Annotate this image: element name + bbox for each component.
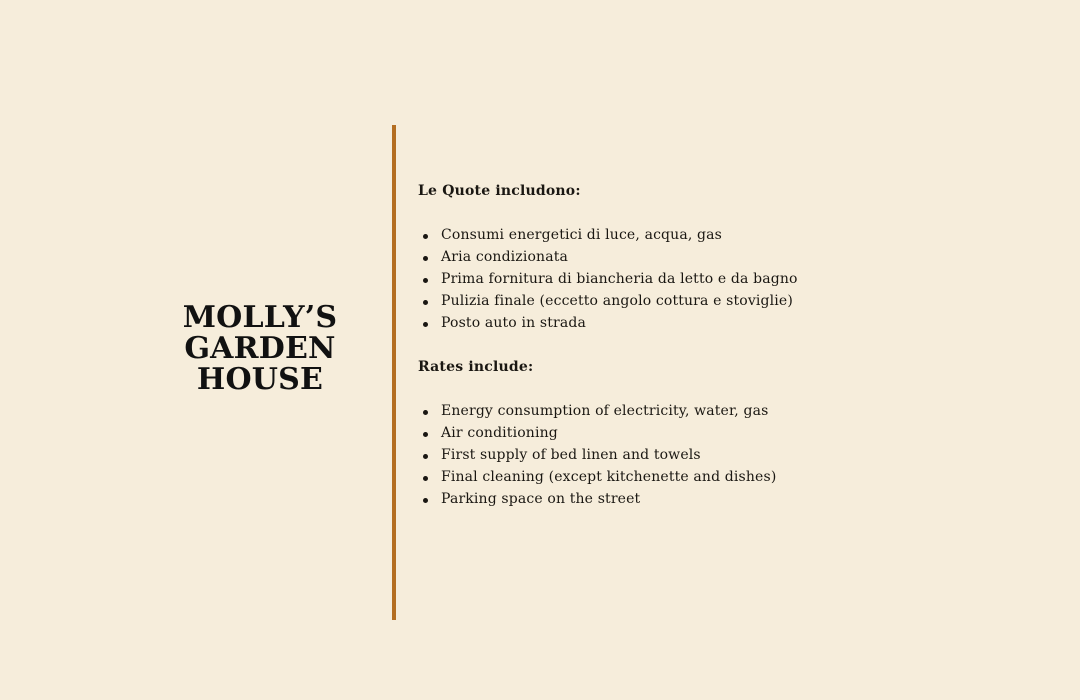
list-item xyxy=(418,444,1038,466)
list-item-text: Consumi energetici di luce, acqua, gas xyxy=(441,227,722,243)
bullet-icon xyxy=(423,256,428,261)
list-item xyxy=(418,400,1038,422)
bullet-icon xyxy=(423,454,428,459)
list-item xyxy=(418,312,1038,334)
brand-line-3: HOUSE xyxy=(196,362,324,397)
bullet-icon xyxy=(423,322,428,327)
brand-title xyxy=(160,302,360,395)
list-item-text: Air conditioning xyxy=(441,425,558,441)
list-item-text: Parking space on the street xyxy=(441,491,641,507)
list-item xyxy=(418,466,1038,488)
list-item xyxy=(418,422,1038,444)
bullet-icon xyxy=(423,300,428,305)
bullet-icon xyxy=(423,476,428,481)
bullet-icon xyxy=(423,432,428,437)
bullet-icon xyxy=(423,410,428,415)
english-heading: Rates include: xyxy=(418,359,534,375)
list-item xyxy=(418,246,1038,268)
list-item-text: Energy consumption of electricity, water, gas xyxy=(441,403,769,419)
bullet-icon xyxy=(423,278,428,283)
brand-line-2: GARDEN xyxy=(184,331,336,366)
list-item-text: Pulizia finale (eccetto angolo cottura e stoviglie) xyxy=(441,293,793,309)
list-item-text: Posto auto in strada xyxy=(441,315,586,331)
bullet-icon xyxy=(423,234,428,239)
italian-list xyxy=(418,224,1038,334)
bullet-icon xyxy=(423,498,428,503)
list-item-text: Final cleaning (except kitchenette and dishes) xyxy=(441,469,777,485)
vertical-divider xyxy=(392,125,396,620)
list-item xyxy=(418,488,1038,510)
list-item xyxy=(418,224,1038,246)
list-item-text: First supply of bed linen and towels xyxy=(441,447,701,463)
english-list xyxy=(418,400,1038,510)
brand-line-1: MOLLY’S xyxy=(182,300,338,335)
list-item-text: Aria condizionata xyxy=(441,249,568,265)
list-item-text: Prima fornitura di biancheria da letto e da bagno xyxy=(441,271,798,287)
italian-heading: Le Quote includono: xyxy=(418,183,581,199)
rates-content xyxy=(418,180,1038,510)
list-item xyxy=(418,290,1038,312)
list-item xyxy=(418,268,1038,290)
